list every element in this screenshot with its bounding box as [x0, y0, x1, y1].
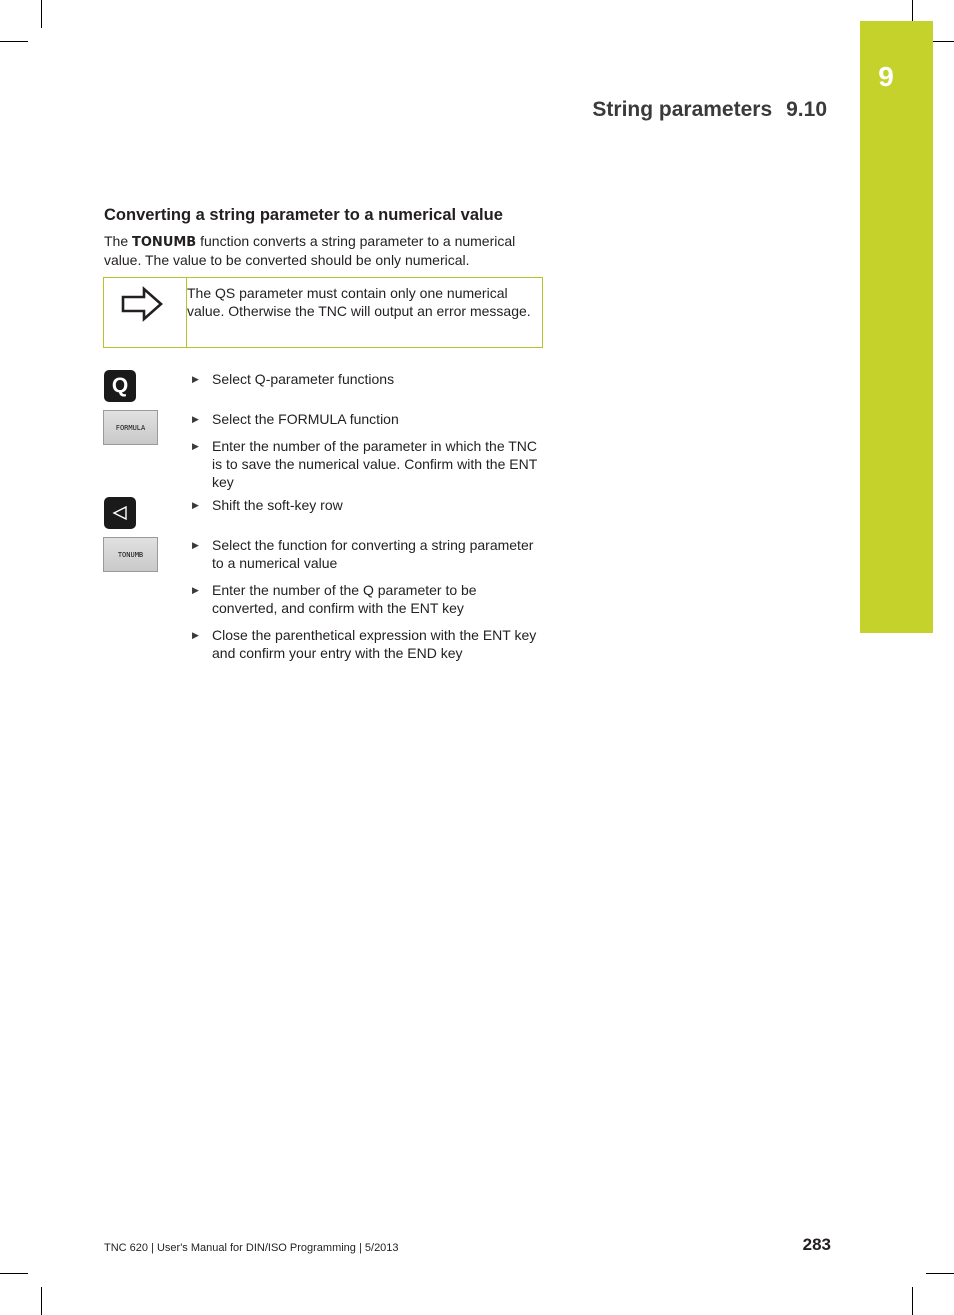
- step-text: Select Q-parameter functions: [212, 371, 395, 387]
- section-title: Converting a string parameter to a numerical value: [104, 206, 503, 224]
- bullet-triangle-icon: ▶: [192, 374, 199, 384]
- page-number: 283: [802, 1235, 831, 1254]
- intro-paragraph: [104, 233, 544, 269]
- step-text: Shift the soft-key row: [212, 497, 343, 513]
- formula-softkey-label: FORMULA: [115, 423, 146, 432]
- intro-prefix: The: [104, 233, 129, 249]
- left-triangle-icon: [111, 505, 129, 521]
- step-item: [192, 581, 537, 617]
- crop-mark: [41, 1287, 42, 1315]
- bullet-triangle-icon: ▶: [192, 630, 199, 640]
- step-text: Select the FORMULA function: [212, 411, 399, 427]
- tonumb-softkey[interactable]: [103, 537, 158, 572]
- crop-mark: [0, 41, 28, 42]
- step-item: [192, 536, 537, 572]
- step-text: Select the function for converting a string parameter to a numerical value: [212, 537, 534, 571]
- step-item: [192, 437, 537, 491]
- bullet-triangle-icon: ▶: [192, 414, 199, 424]
- note-box: [103, 277, 543, 348]
- bullet-triangle-icon: ▶: [192, 540, 199, 550]
- q-key-label: Q: [111, 374, 129, 397]
- arrow-right-outline-icon: [120, 286, 164, 322]
- bullet-triangle-icon: ▶: [192, 441, 199, 451]
- crop-mark: [912, 1287, 913, 1315]
- note-text: The QS parameter must contain only one numerical value. Otherwise the TNC will output an error message.: [187, 285, 531, 319]
- crop-mark: [0, 1273, 28, 1274]
- bullet-triangle-icon: ▶: [192, 585, 199, 595]
- footer-text: TNC 620 | User's Manual for DIN/ISO Programming | 5/2013: [104, 1242, 399, 1254]
- intro-rest: function converts a string parameter to a numerical value. The value to be converted should be only numerical.: [104, 233, 516, 268]
- shift-softkey-row-key[interactable]: [104, 497, 136, 529]
- tonumb-softkey-label: TONUMB: [117, 550, 144, 559]
- step-item: [192, 496, 537, 514]
- running-head-title: String parameters: [592, 98, 773, 121]
- step-text: Close the parenthetical expression with the ENT key and confirm your entry with the END key: [212, 627, 537, 661]
- crop-mark: [41, 0, 42, 28]
- q-key[interactable]: [104, 370, 136, 402]
- step-item: [192, 410, 537, 428]
- intro-code: TONUMB: [132, 235, 197, 250]
- step-text: Enter the number of the parameter in which the TNC is to save the numerical value. Confirm with the ENT key: [212, 438, 538, 490]
- crop-mark: [926, 1273, 954, 1274]
- running-head: [592, 98, 827, 122]
- formula-softkey[interactable]: [103, 410, 158, 445]
- running-head-section: 9.10: [786, 98, 827, 121]
- step-text: Enter the number of the Q parameter to be converted, and confirm with the ENT key: [212, 582, 477, 616]
- chapter-number: 9: [878, 61, 894, 92]
- step-item: [192, 626, 537, 662]
- step-item: [192, 370, 537, 388]
- chapter-tab: [860, 21, 933, 633]
- bullet-triangle-icon: ▶: [192, 500, 199, 510]
